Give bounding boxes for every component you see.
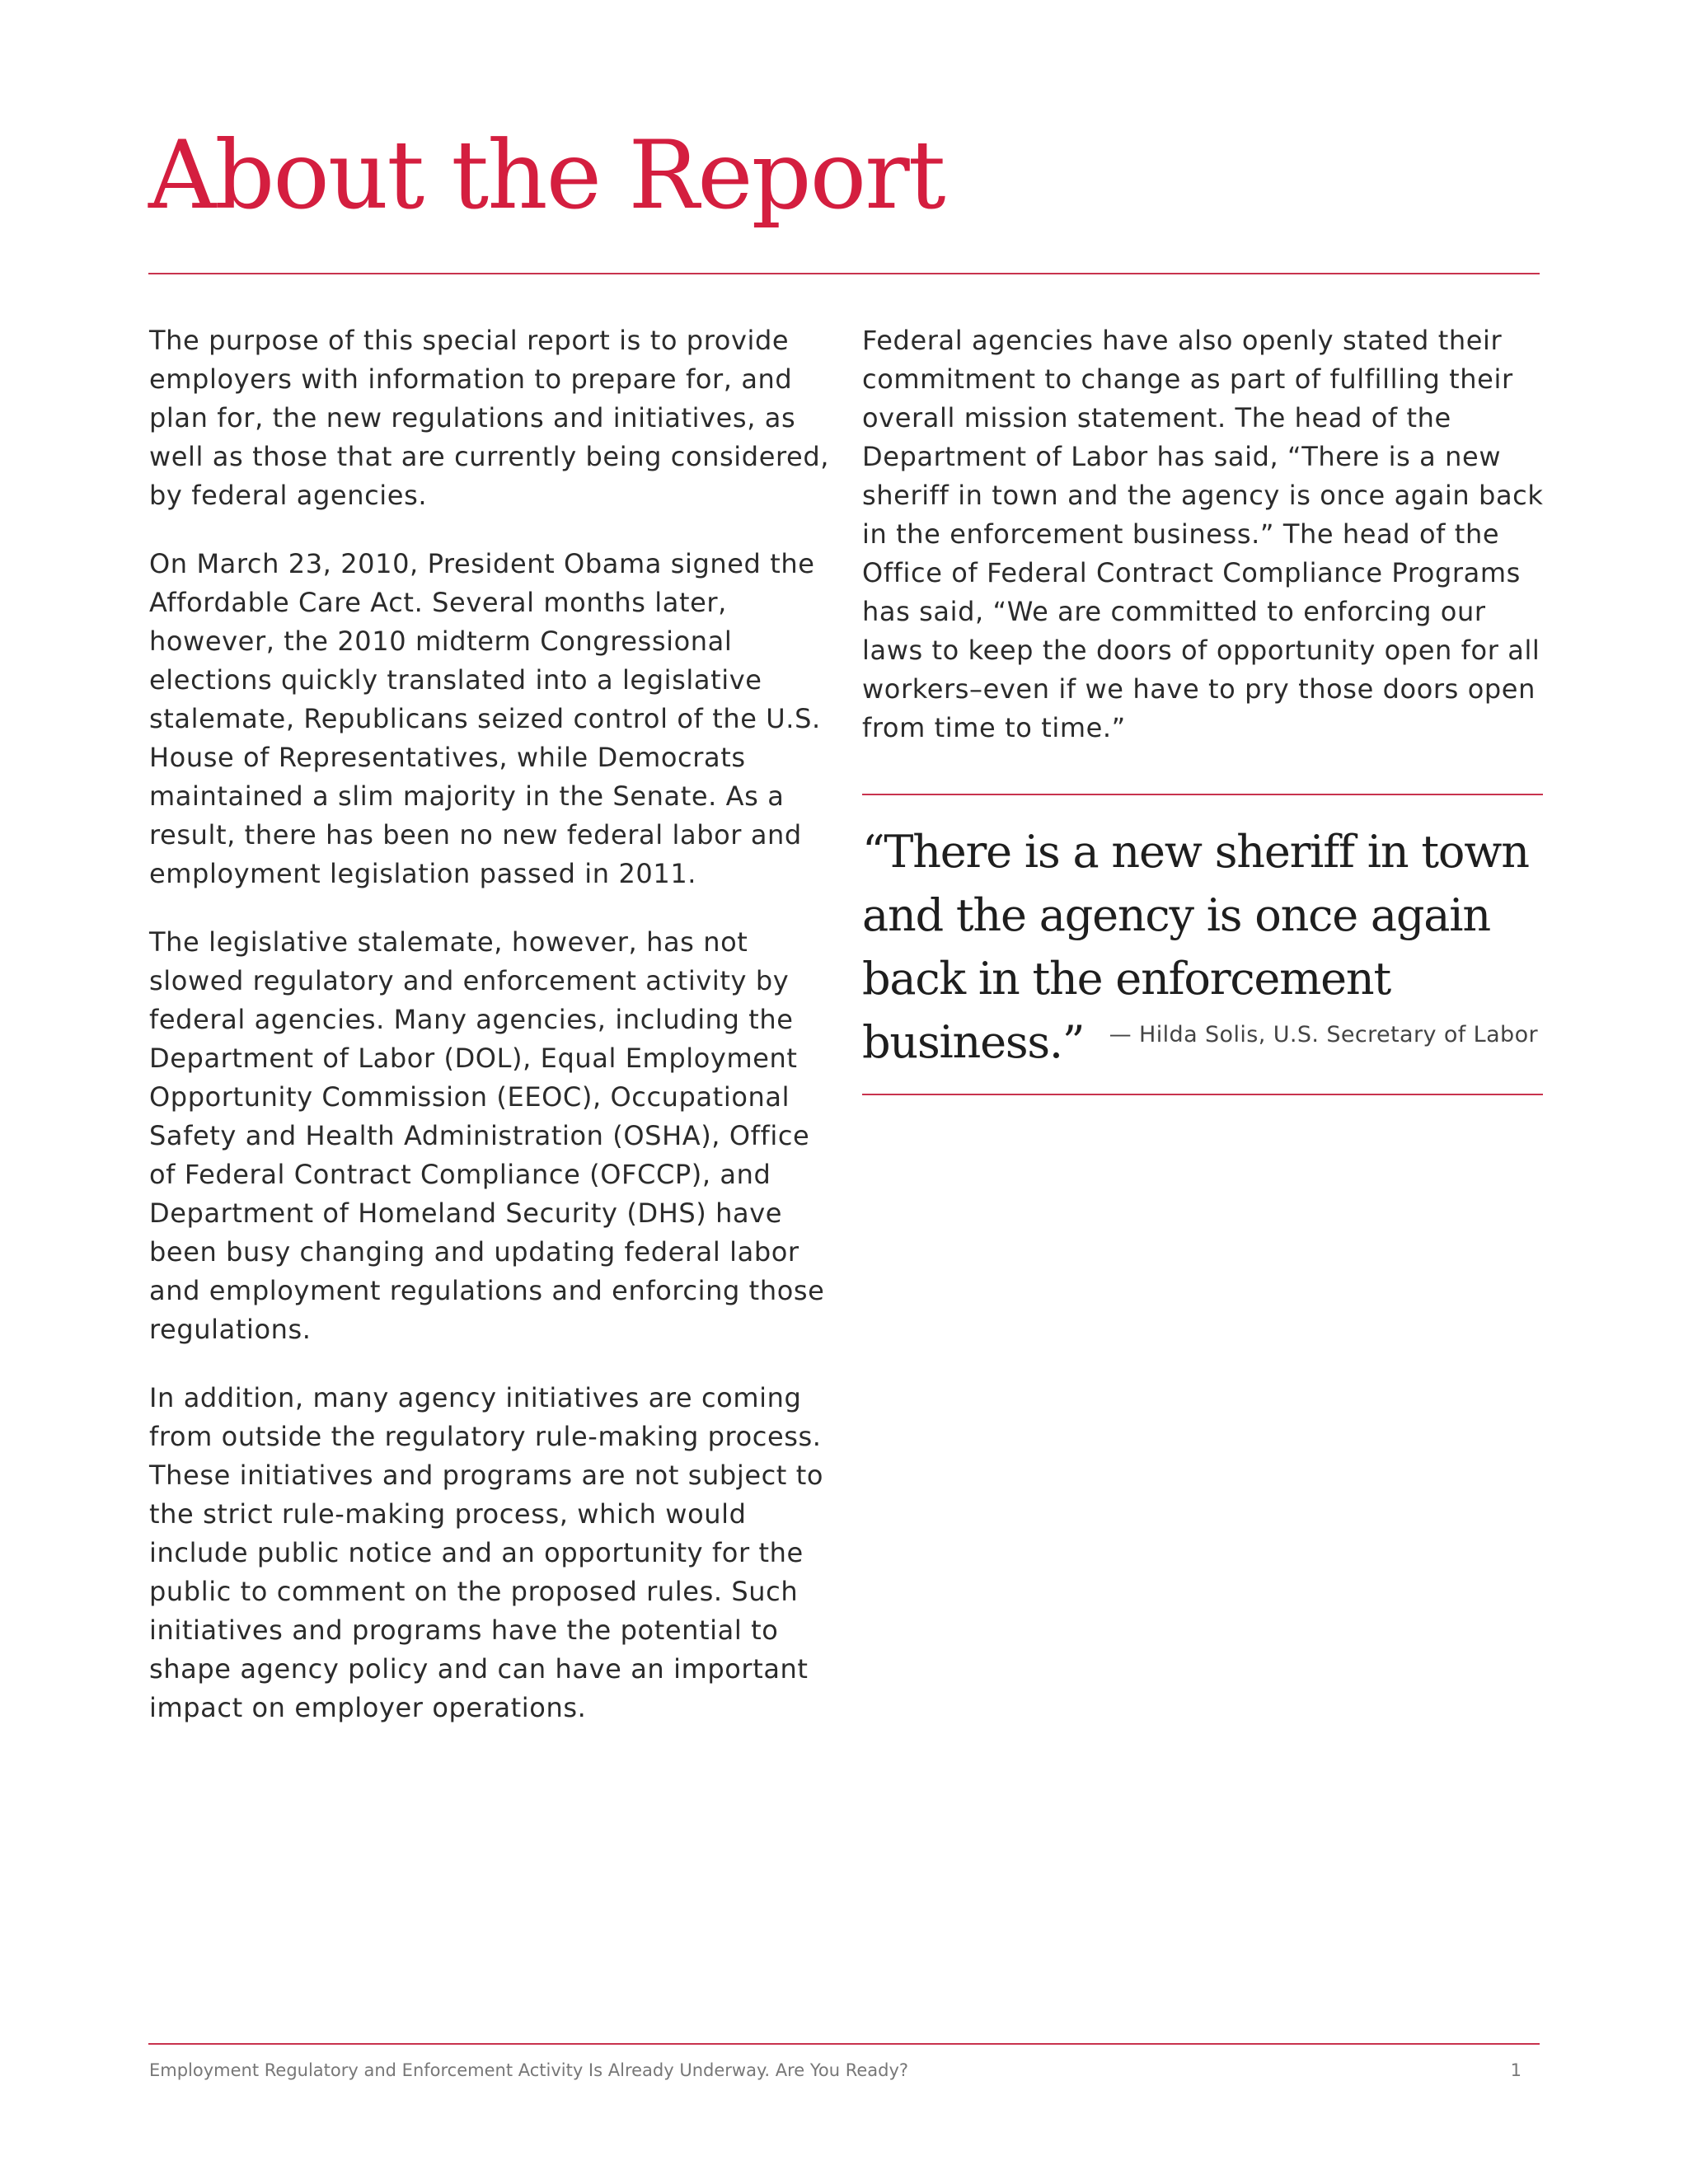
pull-quote: “There is a new sheriff in town and the agency is once again back in the enforcement business.” bbox=[862, 826, 1529, 1068]
paragraph-legislative-stalemate: The legislative stalemate, however, has not slowed regulatory and enforcement activity by federal agencies. Many agencies, including the Department of Labor (DOL), Equal Employment Opportunity Commission (EEOC), Occupational Safety and Health Administration (OSHA), Office of Federal Contract Compliance (OFCCP), and Department of Homeland Security (DHS) have been busy changing and updating federal labor and employment regulations and enforcing those regulations. bbox=[149, 926, 825, 1345]
paragraph-purpose: The purpose of this special report is to provide employers with information to prepare for, and plan for, the new regulations and initiatives, as well as those that are currently being considered, by federal agencies. bbox=[149, 325, 830, 511]
quote-divider-bottom bbox=[862, 1094, 1543, 1095]
page-title: About the Report bbox=[148, 120, 945, 230]
footer-text: Employment Regulatory and Enforcement Activity Is Already Underway. Are You Ready? bbox=[149, 2060, 909, 2080]
quote-divider-top bbox=[862, 794, 1543, 795]
page-number: 1 bbox=[1510, 2060, 1522, 2080]
footer-divider bbox=[148, 2043, 1540, 2045]
quote-attribution: — Hilda Solis, U.S. Secretary of Labor bbox=[1109, 1022, 1538, 1047]
left-column bbox=[149, 321, 833, 1757]
title-divider bbox=[148, 273, 1540, 274]
right-column bbox=[862, 321, 1546, 777]
paragraph-federal-agencies: Federal agencies have also openly stated their commitment to change as part of fulfilling their overall mission statement. The head of the Department of Labor has said, “There is a new sheriff in town and the agency is once again back in the enforcement business.” The head of the Office of Federal Contract Compliance Programs has said, “We are committed to enforcing our laws to keep the doors of opportunity open for all workers–even if we have to pry those doors open from time to time.” bbox=[862, 325, 1544, 743]
paragraph-affordable-care-act: On March 23, 2010, President Obama signed the Affordable Care Act. Several months later, however, the 2010 midterm Congressional elections quickly translated into a legislative stalemate, Republicans seized control of the U.S. House of Representatives, while Democrats maintained a slim majority in the Senate. As a result, there has been no new federal labor and employment legislation passed in 2011. bbox=[149, 548, 821, 889]
paragraph-agency-initiatives: In addition, many agency initiatives are coming from outside the regulatory rule-making process. These initiatives and programs are not subject to the strict rule-making process, which would include public notice and an opportunity for the public to comment on the proposed rules. Such initiatives and programs have the potential to shape agency policy and can have an important impact on employer operations. bbox=[149, 1382, 824, 1723]
